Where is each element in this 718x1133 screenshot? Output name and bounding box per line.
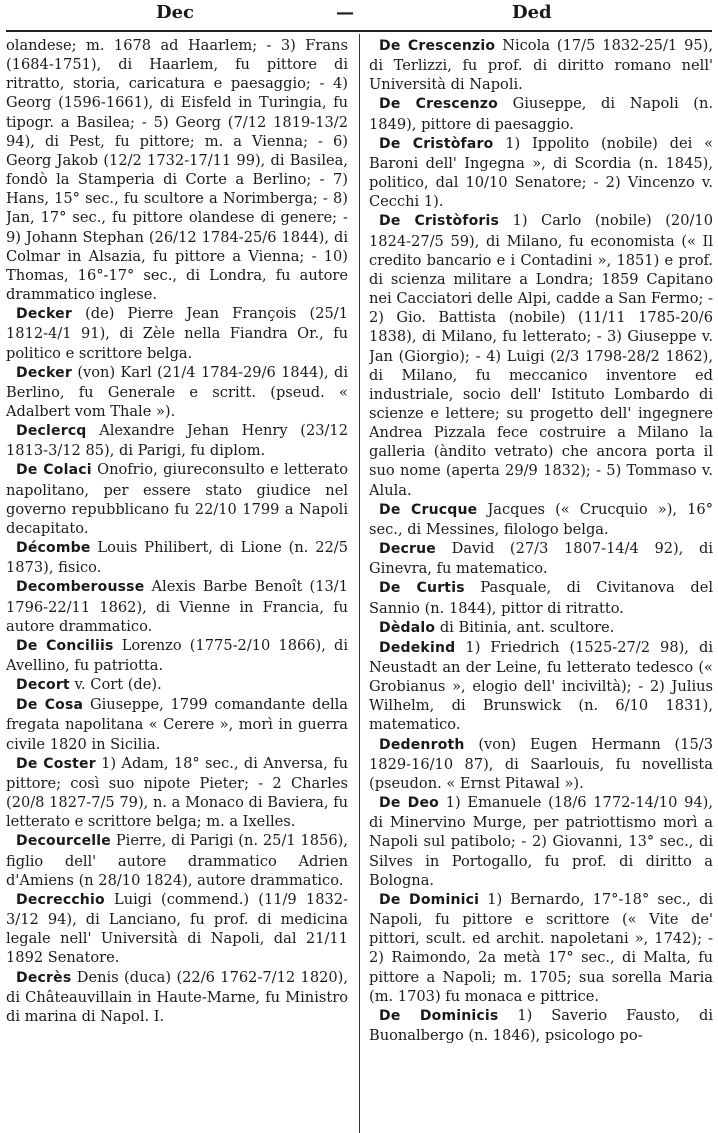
entry-text: di Bitinia, ant. scultore.	[439, 618, 615, 636]
dictionary-entry	[6, 831, 348, 889]
entry-text: Onofrio, giureconsulto e letterato napolitano, per essere stato giudice nel governo repubblicano fu 22/10 1799 a Napoli decapitato.	[6, 461, 348, 537]
entry-text: Luigi (commend.) (11/9 1832-3/12 94), di Lanciano, fu prof. di medicina legale nell' Università di Napoli, dal 21/11 1892 Senatore.	[6, 890, 348, 967]
entry-headword: De Colaci	[16, 462, 92, 479]
dictionary-entry	[6, 36, 348, 304]
header-rule	[6, 30, 712, 32]
entry-headword: De Crescenzo	[379, 96, 498, 113]
entry-text: Pierre, di Parigi (n. 25/1 1856), figlio dell' autore drammatico Adrien d'Amiens (n 28/10 1824), autore drammatico.	[6, 832, 348, 889]
entry-headword: Decker	[16, 364, 72, 381]
entry-headword: De Conciliis	[16, 637, 114, 654]
entry-headword: Dèdalo	[379, 619, 436, 636]
entry-text: v. Cort (de).	[74, 676, 162, 694]
dictionary-entry	[6, 675, 348, 695]
dictionary-entry	[369, 578, 713, 617]
entry-text: olandese; m. 1678 ad Haarlem; - 3) Frans (1684-1751), di Haarlem, fu pittore di ritratto, storia, caricatura e paesaggio; - 4) Georg (1596-1661), di Eisfeld in Turingia, fu tipogr. a Basilea; - 5) Georg (7/12 1819-13/2 94), di Pest, fu pittore; m. a Vienna; - 6) Georg Jakob (12/2 1732-17/11 99), di Basilea, fondò la Stamperia di Corte a Berlino; - 7) Hans, 15° sec., fu scultore a Norimberga; - 8) Jan, 17° sec., fu pittore olandese di genere; - 9) Johann Stephan (26/12 1784-25/6 1844), di Colmar in Alsazia, fu pittore a Vienna; - 10) Thomas, 16°-17° sec., di Londra, fu autore drammatico inglese.	[6, 37, 348, 304]
header-center-dash: —	[336, 2, 354, 23]
entry-headword: Decrue	[379, 541, 436, 558]
entry-headword: Decker	[16, 306, 72, 323]
dictionary-entry	[369, 539, 713, 578]
entry-headword: De Dominicis	[379, 1007, 499, 1024]
dictionary-entry	[369, 793, 713, 890]
dictionary-entry	[6, 754, 348, 832]
entry-headword: De Dominici	[379, 891, 480, 908]
entry-text: Louis Philibert, di Lione (n. 22/5 1873), fisico.	[6, 539, 348, 577]
dictionary-entry	[369, 890, 713, 1006]
entry-text: (de) Pierre Jean François (25/1 1812-4/1 91), di Zèle nella Fiandra Or., fu politico e scrittore belga.	[6, 305, 348, 362]
header-right-guideword: Ded	[512, 2, 552, 23]
dictionary-entry	[369, 618, 713, 638]
entry-headword: De Deo	[379, 795, 440, 812]
entry-headword: De Curtis	[379, 580, 465, 597]
entry-text: 1) Carlo (nobile) (20/10 1824-27/5 59), di Milano, fu economista (« Il credito bancario e i Contadini », 1851) e prof. di scienza militare a Londra; 1859 Capitano nei Cacciatori delle Alpi, cadde a San Fermo; - 2) Gio. Battista (nobile) (11/11 1785-20/6 1838), di Milano, fu letterato; - 3) Giuseppe v. Jan (Giorgio); - 4) Luigi (2/3 1798-28/2 1862), di Milano, fu meccanico inventore ed industriale, socio dell' Istituto Lombardo di scienze e lettere; su progetto dell' ingegnere Andrea Pizzala fece costruire a Milano la galleria (àndito vetrato) che ancora porta il suo nome (aperta 29/9 1832); - 5) Tommaso v. Alula.	[369, 212, 713, 499]
dictionary-entry	[6, 538, 348, 577]
dictionary-entry	[6, 636, 348, 675]
dictionary-entry	[369, 500, 713, 539]
dictionary-entry	[6, 460, 348, 538]
entry-text: 1) Saverio Fausto, di Buonalbergo (n. 1846), psicologo po-	[369, 1006, 713, 1044]
entry-text: 1) Friedrich (1525-27/2 98), di Neustadt an der Leine, fu letterato tedesco (« Grobianus », elogio dell' inciviltà); - 2) Julius Wilhelm, di Brunswick (n. 6/10 1831), matematico.	[369, 638, 713, 734]
entry-text: (von) Karl (21/4 1784-29/6 1844), di Berlino, fu Generale e scritt. (pseud. « Adalbert vom Thale »).	[6, 363, 348, 420]
entry-text: Alexandre Jehan Henry (23/12 1813-3/12 85), di Parigi, fu diplom.	[6, 422, 348, 460]
entry-headword: De Crucque	[379, 501, 478, 518]
entry-text: (von) Eugen Hermann (15/3 1829-16/10 87), di Saarlouis, fu novellista (pseudon. « Ernst Pitawal »).	[369, 735, 713, 792]
entry-text: Pasquale, di Civitanova del Sannio (n. 1844), pittor di ritratto.	[369, 579, 713, 617]
left-column	[6, 36, 348, 1133]
entry-headword: Decrès	[16, 969, 72, 986]
entry-text: Giuseppe, 1799 comandante della fregata napolitana « Cerere », morì in guerra civile 1820 in Sicilia.	[6, 696, 348, 753]
dictionary-entry	[369, 36, 713, 94]
dictionary-entry	[6, 695, 348, 753]
entry-text: Alexis Barbe Benoît (13/1 1796-22/11 1862), di Vienne in Francia, fu autore drammatico.	[6, 578, 348, 635]
entry-headword: De Cristòfaro	[379, 135, 494, 152]
right-column	[369, 36, 713, 1133]
dictionary-entry	[369, 1006, 713, 1045]
dictionary-entry	[6, 421, 348, 460]
dictionary-entry	[369, 134, 713, 212]
dictionary-entry	[369, 211, 713, 499]
entry-headword: Décombe	[16, 540, 91, 557]
column-divider	[359, 34, 360, 1133]
dictionary-entry	[369, 735, 713, 793]
entry-headword: Dedekind	[379, 639, 456, 656]
entry-text: 1) Adam, 18° sec., di Anversa, fu pittore; così suo nipote Pieter; - 2 Charles (20/8 1827-7/5 79), n. a Monaco di Baviera, fu letterato e scrittore belga; m. a Ixelles.	[6, 754, 348, 831]
entry-headword: Decrecchio	[16, 891, 105, 908]
entry-headword: De Cristòforis	[379, 213, 500, 230]
dictionary-entry	[6, 890, 348, 968]
entry-headword: Declercq	[16, 423, 87, 440]
entry-text: Giuseppe, di Napoli (n. 1849), pittore di paesaggio.	[369, 95, 713, 133]
header-left-guideword: Dec	[156, 2, 195, 23]
entry-text: David (27/3 1807-14/4 92), di Ginevra, fu matematico.	[369, 540, 713, 578]
entry-headword: Dedenroth	[379, 736, 465, 753]
entry-text: Jacques (« Crucquio »), 16° sec., di Messines, filologo belga.	[369, 500, 713, 538]
dictionary-entry	[6, 363, 348, 421]
entry-headword: De Crescenzio	[379, 38, 496, 54]
entry-headword: De Coster	[16, 755, 96, 772]
entry-text: 1) Bernardo, 17°-18° sec., di Napoli, fu pittore e scrittore (« Vite de' pittori, scult. ed archit. napoletani », 1742); - 2) Raimondo, 2a metà 17° sec., di Malta, fu pittore a Napoli; m. 1705; sua sorella Maria (m. 1703) fu monaca e pittrice.	[369, 890, 713, 1005]
entry-headword: De Cosa	[16, 697, 84, 714]
entry-text: 1) Ippolito (nobile) dei « Baroni dell' Ingegna », di Scordia (n. 1845), politico, dal 10/10 Senatore; - 2) Vincenzo v. Cecchi 1).	[369, 134, 713, 211]
entry-text: Denis (duca) (22/6 1762-7/12 1820), di Châteauvillain in Haute-Marne, fu Ministro di marina di Napol. I.	[6, 968, 348, 1025]
dictionary-entry	[369, 94, 713, 133]
entry-headword: Decort	[16, 677, 70, 694]
dictionary-entry	[6, 968, 348, 1026]
dictionary-entry	[6, 304, 348, 362]
dictionary-entry	[369, 638, 713, 735]
entry-text: Lorenzo (1775-2/10 1866), di Avellino, fu patriotta.	[6, 636, 348, 674]
dictionary-entry	[6, 577, 348, 635]
entry-text: 1) Emanuele (18/6 1772-14/10 94), di Minervino Murge, per patriottismo morì a Napoli sul patibolo; - 2) Giovanni, 13° sec., di Silves in Portogallo, fu prof. di diritto a Bologna.	[369, 794, 713, 889]
entry-text: Nicola (17/5 1832-25/1 95), di Terlizzi, fu prof. di diritto romano nell' Università di Napoli.	[369, 37, 713, 94]
entry-headword: Decomberousse	[16, 579, 145, 596]
entry-headword: Decourcelle	[16, 833, 111, 850]
running-header	[0, 2, 718, 28]
